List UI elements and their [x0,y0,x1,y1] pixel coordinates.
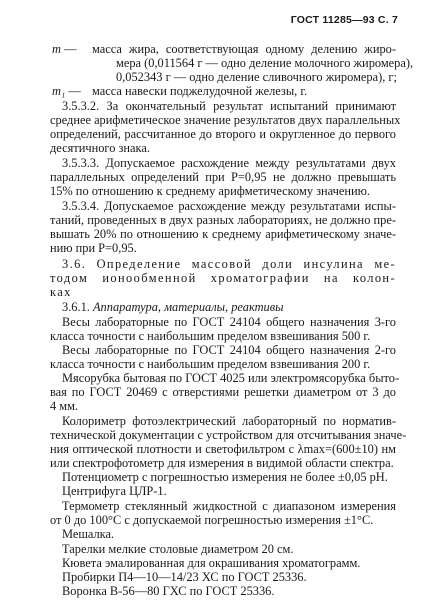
text-line: Весы лабораторные по ГОСТ 24104 общего назначения 3-го [62,315,396,329]
text-line: от 0 до 100°С с допускаемой погрешностью измерения ±1°С. [50,513,374,527]
text-line: определений, рассчитанное до второго и округленное до первого [50,127,396,141]
text-line: 3.5.3.3. Допускаемое расхождение между результатами двух [62,156,396,170]
text-line: технической документации с устройством для отсчитывания значе- [50,428,407,442]
text-line: Пробирки П4—10—14/23 ХС по ГОСТ 25336. [62,570,307,584]
text-line: Кювета эмалированная для окрашивания хроматограмм. [62,556,361,570]
section-heading: ках [50,285,72,299]
page-header: ГОСТ 11285—93 С. 7 [290,14,398,26]
text-line: вышать 20% по отношению к среднему арифметическому значе- [50,227,396,241]
text-line: 3.6.1. Аппаратура, материалы, реактивы [62,300,284,314]
text-line: параллельных определений при P=0,95 не должно превышать [50,170,396,184]
definition-m1 [52,84,81,98]
text-line: нию при P=0,95. [50,241,137,255]
text-line: 15% по отношению к среднему арифметическому значению. [50,184,371,198]
text-line: 3.5.3.2. За окончательный результат испытаний принимают [62,99,396,113]
text-line: среднее арифметическое значение результатов двух параллельных [50,113,401,127]
definition-text: 0,052343 г — одно деление сливочного жиромера), г; [116,70,397,84]
definition-dash: — [68,84,81,98]
text-line: вая по ГОСТ 20469 с отверстиями решетки диаметром от 3 до [50,385,396,399]
definition-symbol: m [52,42,61,56]
definition-text: масса жира, соответствующая одному делению жиро- [92,42,396,56]
text-line: Мешалка. [62,527,115,541]
text-line: таний, проведенных в двух разных лабораториях, не должно пре- [50,213,396,227]
definition-text: мера (0,011564 г — одно деление молочного жиромера), [116,56,414,70]
text-line: ния оптической плотности и светофильтром с λmax=(600±10) нм [50,442,396,456]
text-line: Весы лабораторные по ГОСТ 24104 общего назначения 2-го [62,343,396,357]
text-line: Потенциометр с погрешностью измерения не более ±0,05 pH. [62,470,388,484]
text-line: 4 мм. [50,399,79,413]
text-line: класса точности с наибольшим пределом взвешивания 500 г. [50,329,371,343]
text-line: Мясорубка бытовая по ГОСТ 4025 или электромясорубка быто- [62,371,400,385]
subsection-heading [62,300,284,314]
definition-m [52,42,76,56]
text-line: Воронка В-56—80 ГХС по ГОСТ 25336. [62,584,275,598]
text-line: Центрифуга ЦЛР-1. [62,484,167,498]
text-line: Термометр стеклянный жидкостной с диапазоном измерения [62,499,396,513]
text-line: Колориметр фотоэлектрический лабораторный по норматив- [62,414,396,428]
section-heading: тодом ионообменной хроматографии на колон- [50,271,396,285]
text-line: или спектрофотометр для измерения в видимой области спектра. [50,456,394,470]
text-line: десятичного знака. [50,141,150,155]
definition-symbol: m₁ [52,84,66,98]
text-line: Тарелки мелкие столовые диаметром 20 см. [62,542,294,556]
text-line: класса точности с наибольшим пределом взвешивания 200 г. [50,357,371,371]
definition-text: масса навески поджелудочной железы, г. [92,84,308,98]
section-heading: 3.6. Определение массовой доли инсулина ме- [62,257,396,271]
text-line: 3.5.3.4. Допускаемое расхождение между результатами испы- [62,199,396,213]
definition-dash: — [64,42,77,56]
